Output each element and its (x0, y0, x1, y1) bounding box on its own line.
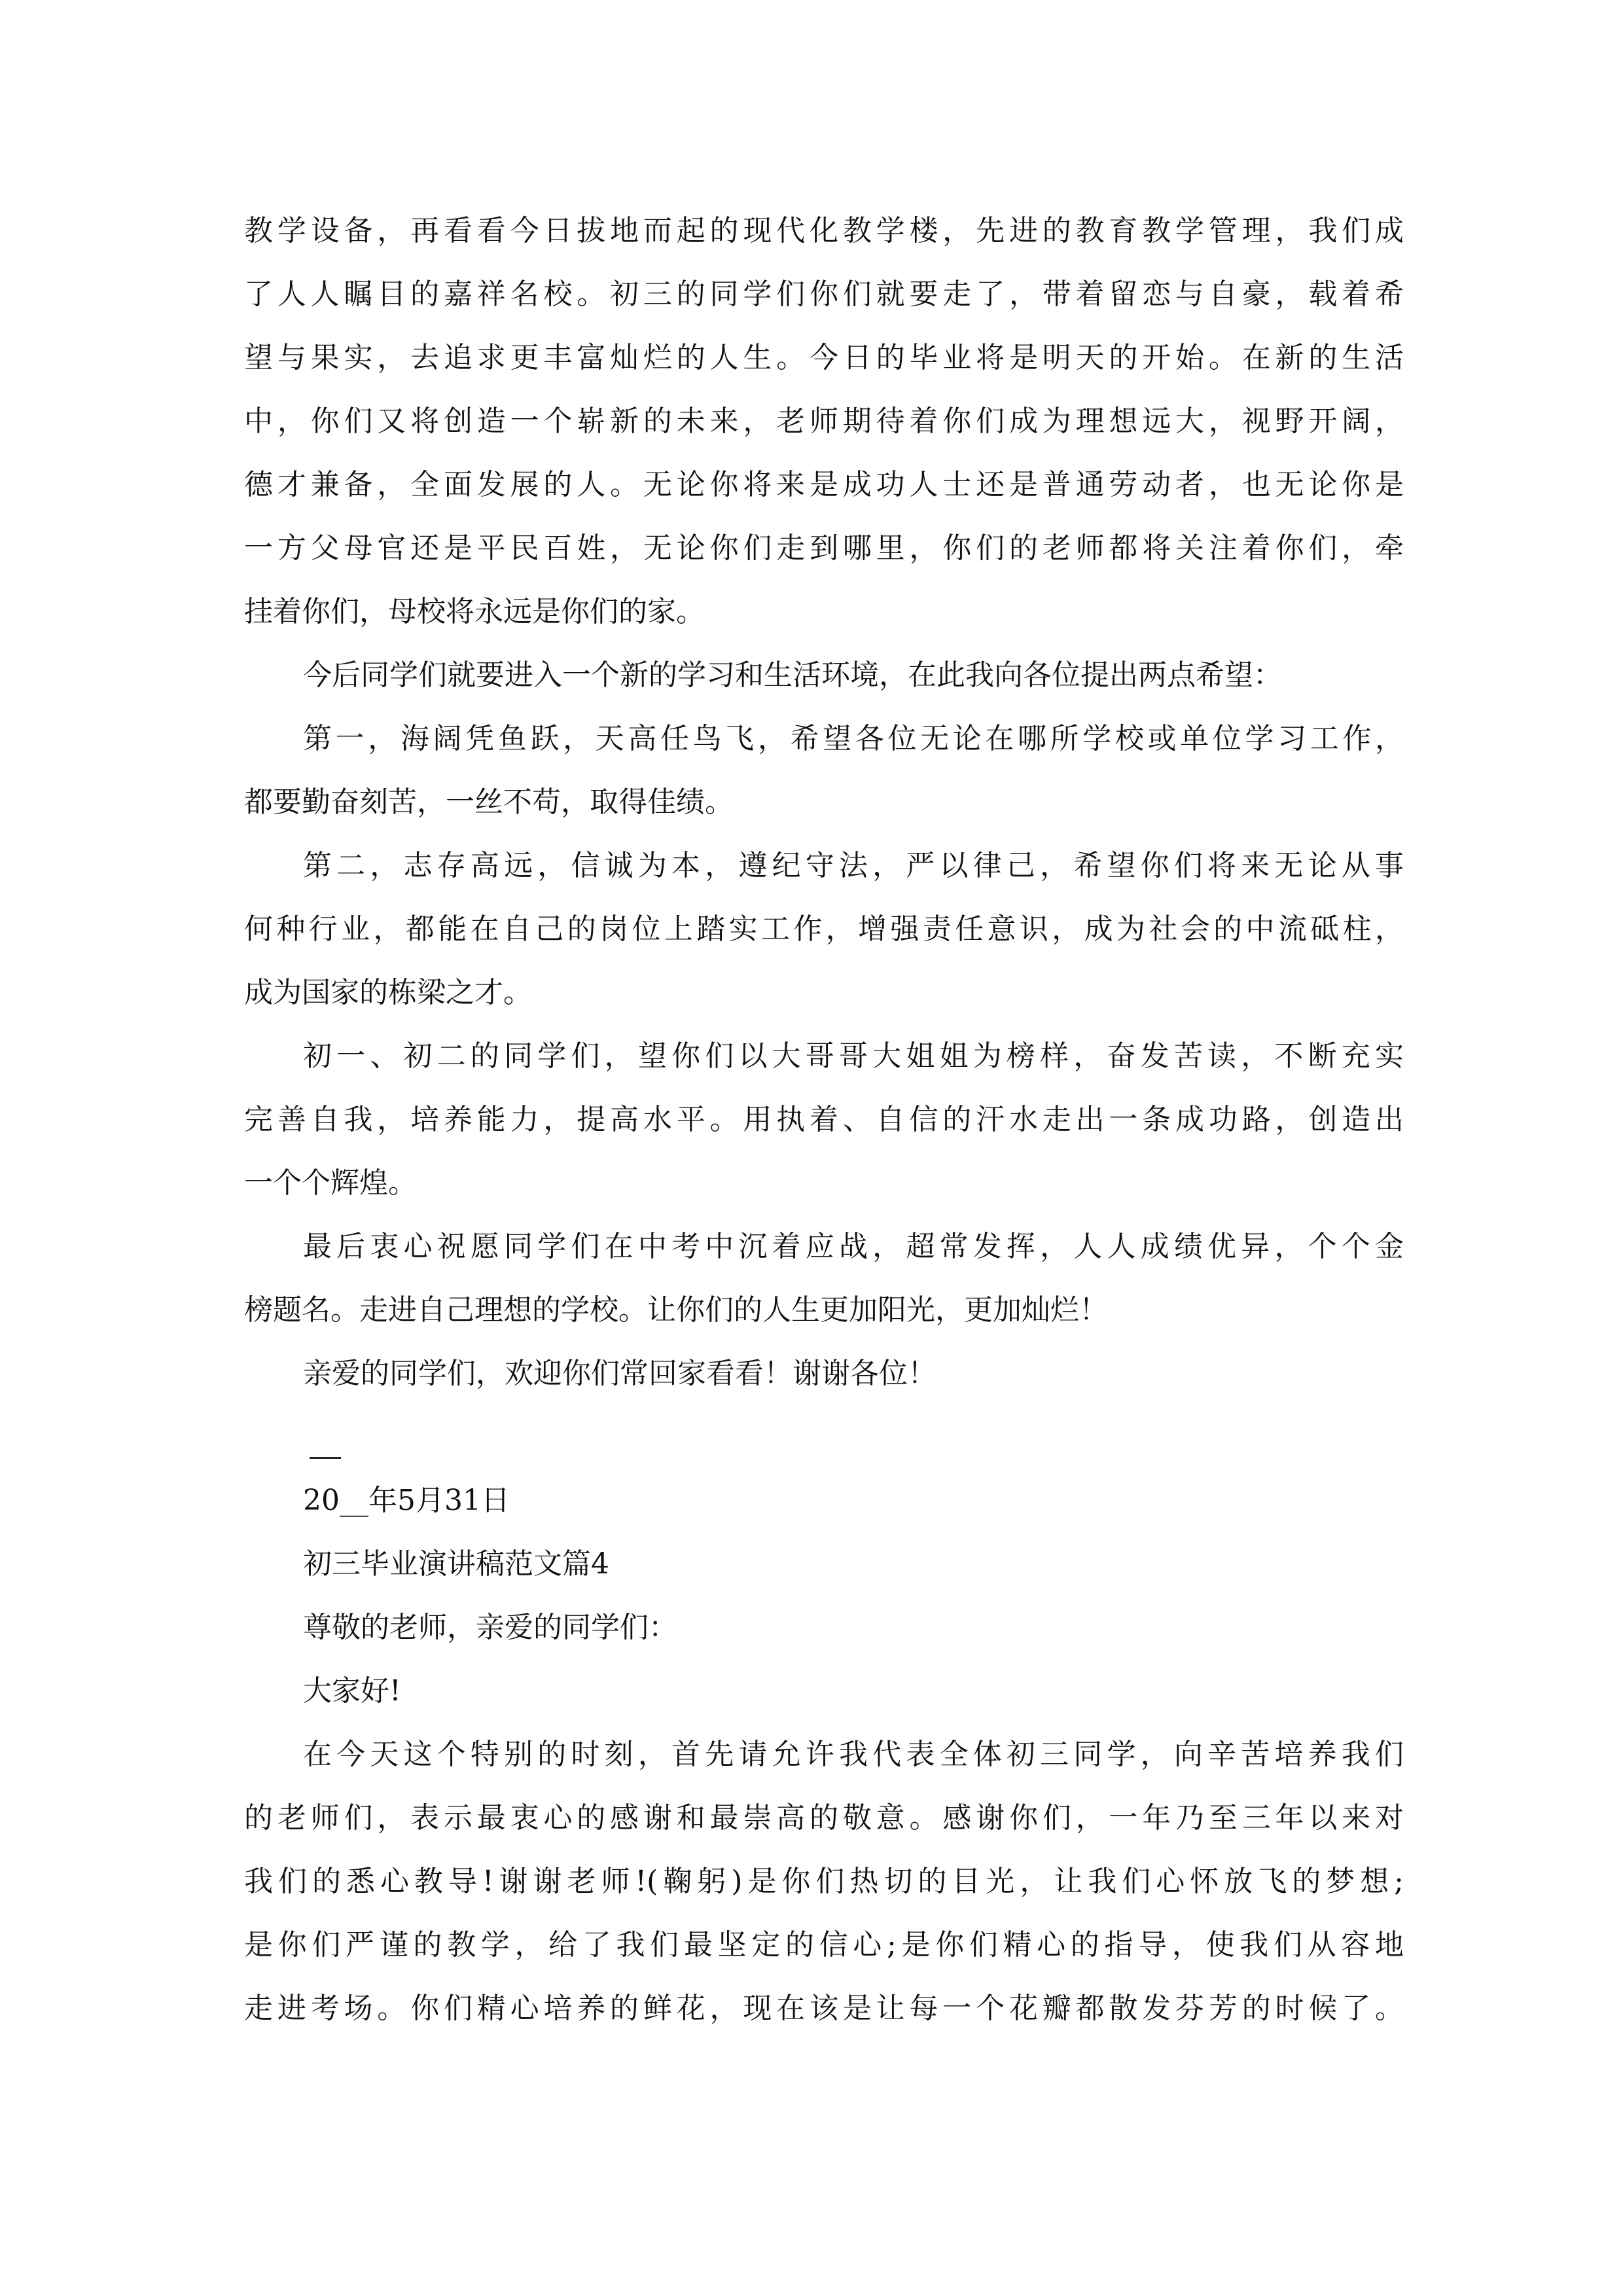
paragraph-line: 是你们严谨的教学，给了我们最坚定的信心;是你们精心的指导，使我们从容地 (244, 1928, 1404, 1962)
paragraph-line: 何种行业，都能在自己的岗位上踏实工作，增强责任意识，成为社会的中流砥柱， (244, 912, 1404, 946)
paragraph-line: 挂着你们，母校将永远是你们的家。 (244, 595, 705, 628)
paragraph-line: 今后同学们就要进入一个新的学习和生活环境，在此我向各位提出两点希望： (303, 658, 1282, 692)
paragraph-line: 我们的悉心教导!谢谢老师!(鞠躬)是你们热切的目光，让我们心怀放飞的梦想; (244, 1865, 1404, 1898)
paragraph-line: 初一、初二的同学们，望你们以大哥哥大姐姐为榜样，奋发苦读，不断充实 (303, 1039, 1404, 1073)
greeting: 大家好! (303, 1674, 401, 1708)
paragraph-line: 一方父母官还是平民百姓，无论你们走到哪里，你们的老师都将关注着你们，牵 (244, 531, 1404, 565)
paragraph-line: 中，你们又将创造一个崭新的未来，老师期待着你们成为理想远大，视野开阔， (244, 404, 1404, 438)
paragraph-line: 的老师们，表示最衷心的感谢和最崇高的敬意。感谢你们，一年乃至三年以来对 (244, 1801, 1404, 1835)
paragraph-line: 第二，志存高远，信诚为本，遵纪守法，严以律己，希望你们将来无论从事 (303, 849, 1404, 882)
paragraph-line: 走进考场。你们精心培养的鲜花，现在该是让每一个花瓣都散发芬芳的时候了。 (244, 1992, 1404, 2025)
paragraph-line: 望与果实，去追求更丰富灿烂的人生。今日的毕业将是明天的开始。在新的生活 (244, 341, 1404, 374)
paragraph-line: 完善自我，培养能力，提高水平。用执着、自信的汗水走出一条成功路，创造出 (244, 1103, 1404, 1136)
paragraph-line: 都要勤奋刻苦，一丝不苟，取得佳绩。 (244, 785, 734, 819)
paragraph-line: 亲爱的同学们，欢迎你们常回家看看！谢谢各位！ (303, 1357, 936, 1390)
paragraph-line: 最后衷心祝愿同学们在中考中沉着应战，超常发挥，人人成绩优异，个个金 (303, 1230, 1404, 1263)
paragraph-line: 在今天这个特别的时刻，首先请允许我代表全体初三同学，向辛苦培养我们 (303, 1738, 1404, 1771)
paragraph-line: 成为国家的栋梁之才。 (244, 976, 532, 1009)
separator-dash (310, 1457, 341, 1459)
date-line: 20__年5月31日 (303, 1484, 510, 1517)
paragraph-line: 第一，海阔凭鱼跃，天高任鸟飞，希望各位无论在哪所学校或单位学习工作， (303, 722, 1404, 755)
paragraph-line: 教学设备，再看看今日拔地而起的现代化教学楼，先进的教育教学管理，我们成 (244, 214, 1404, 247)
paragraph-line: 榜题名。走进自己理想的学校。让你们的人生更加阳光，更加灿烂！ (244, 1293, 1108, 1327)
paragraph-line: 了人人瞩目的嘉祥名校。初三的同学们你们就要走了，带着留恋与自豪，载着希 (244, 278, 1404, 311)
section-title: 初三毕业演讲稿范文篇4 (303, 1547, 609, 1581)
paragraph-line: 德才兼备，全面发展的人。无论你将来是成功人士还是普通劳动者，也无论你是 (244, 468, 1404, 501)
salutation: 尊敬的老师，亲爱的同学们： (303, 1611, 677, 1644)
paragraph-line: 一个个辉煌。 (244, 1166, 417, 1200)
